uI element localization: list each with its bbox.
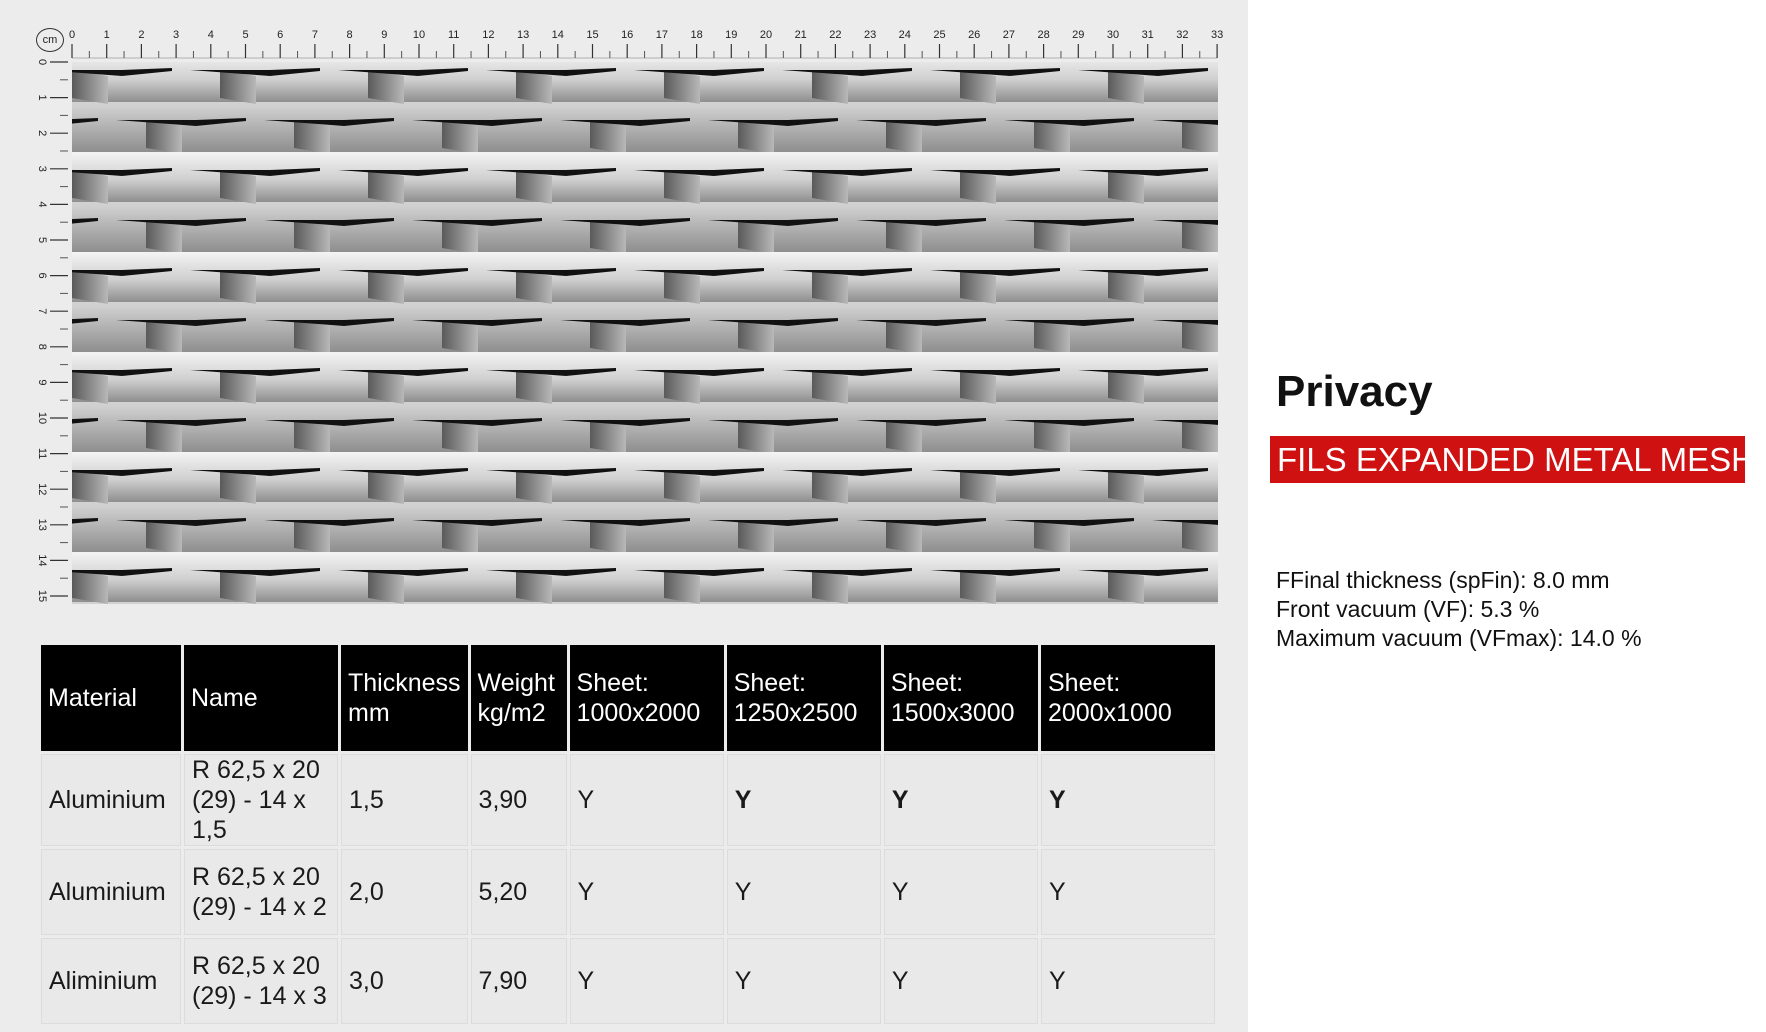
table-row <box>41 938 1215 1024</box>
ruler-top-label: 7 <box>311 29 318 41</box>
cell-thickness: 2,0 <box>341 849 468 935</box>
ruler-left-label: 14 <box>36 554 49 567</box>
cell-sheet-2000x1000: Y <box>1041 849 1215 935</box>
ruler-left-label: 15 <box>36 589 49 603</box>
ruler-top-label: 17 <box>655 29 669 41</box>
ruler-left-label: 12 <box>36 483 49 496</box>
col-header-sheet-1250x2500: Sheet: 1250x2500 <box>727 645 881 751</box>
col-header-sheet-1000x2000: Sheet: 1000x2000 <box>570 645 724 751</box>
ruler-top-label: 16 <box>621 29 634 41</box>
ruler-top-label: 27 <box>1002 29 1016 41</box>
cell-name: R 62,5 x 20 (29) - 14 x 1,5 <box>184 754 338 846</box>
cell-weight: 7,90 <box>471 938 567 1024</box>
ruler-top-label: 8 <box>346 29 353 41</box>
col-header-name: Name <box>184 645 338 751</box>
ruler-left-label: 1 <box>36 94 49 101</box>
ruler-top-label: 4 <box>207 29 214 41</box>
mesh-texture-image <box>72 62 1218 604</box>
ruler-left-label: 7 <box>36 308 49 315</box>
ruler-top-label: 33 <box>1210 29 1224 41</box>
ruler-top-label: 23 <box>863 29 877 41</box>
cell-sheet-1000x2000: Y <box>570 938 724 1024</box>
ruler-top-label: 24 <box>898 29 911 41</box>
ruler-top-label: 25 <box>933 29 946 41</box>
ruler-left-label: 9 <box>36 379 49 386</box>
table-row <box>41 849 1215 935</box>
ruler-left-label: 8 <box>36 343 49 350</box>
ruler-top-label: 14 <box>551 29 564 41</box>
ruler-top-label: 10 <box>412 29 426 41</box>
cell-sheet-1500x3000: Y <box>884 938 1038 1024</box>
ruler-left-label: 6 <box>36 272 49 279</box>
cell-sheet-1250x2500: Y <box>727 938 881 1024</box>
ruler-top-label: 26 <box>968 29 981 41</box>
ruler-left-label: 13 <box>36 518 49 531</box>
ruler-left <box>20 56 72 611</box>
ruler-top-label: 0 <box>68 29 76 41</box>
ruler-unit-badge: cm <box>36 28 64 52</box>
ruler-top-label: 12 <box>482 29 495 41</box>
product-specs <box>1276 566 1642 653</box>
cell-sheet-1000x2000: Y <box>570 754 724 846</box>
ruler-top-label: 22 <box>829 29 842 41</box>
ruler-top-label: 6 <box>277 29 284 41</box>
col-header-weight: Weight kg/m2 <box>471 645 567 751</box>
ruler-top <box>36 20 1228 60</box>
ruler-top-label: 20 <box>759 29 773 41</box>
cell-sheet-2000x1000: Y <box>1041 754 1215 846</box>
ruler-left-label: 4 <box>36 201 49 208</box>
col-header-sheet-1500x3000: Sheet: 1500x3000 <box>884 645 1038 751</box>
ruler-top-label: 19 <box>725 29 738 41</box>
cell-weight: 3,90 <box>471 754 567 846</box>
ruler-top-label: 30 <box>1106 29 1120 41</box>
cell-material: Aliminium <box>41 938 181 1024</box>
table-row <box>41 754 1215 846</box>
ruler-top-label: 9 <box>381 29 388 41</box>
cell-thickness: 1,5 <box>341 754 468 846</box>
ruler-top-label: 2 <box>138 29 145 41</box>
ruler-top-label: 13 <box>516 29 530 41</box>
ruler-left-label: 3 <box>36 165 49 172</box>
ruler-top-label: 1 <box>103 29 110 41</box>
cell-sheet-1000x2000: Y <box>570 849 724 935</box>
cell-thickness: 3,0 <box>341 938 468 1024</box>
cell-name: R 62,5 x 20 (29) - 14 x 2 <box>184 849 338 935</box>
specifications-table <box>38 642 1218 1027</box>
cell-sheet-1500x3000: Y <box>884 754 1038 846</box>
cell-sheet-2000x1000: Y <box>1041 938 1215 1024</box>
cell-material: Aluminium <box>41 754 181 846</box>
cell-weight: 5,20 <box>471 849 567 935</box>
ruler-top-label: 15 <box>586 29 599 41</box>
ruler-top-label: 18 <box>690 29 703 41</box>
spec-front-vacuum: Front vacuum (VF): 5.3 % <box>1276 596 1540 622</box>
cell-material: Aluminium <box>41 849 181 935</box>
ruler-top-label: 31 <box>1141 29 1154 41</box>
cell-sheet-1250x2500: Y <box>727 754 881 846</box>
table-header-row <box>41 645 1215 751</box>
product-title: Privacy <box>1276 367 1433 416</box>
col-header-sheet-2000x1000: Sheet: 2000x1000 <box>1041 645 1215 751</box>
ruler-left-label: 11 <box>36 447 49 460</box>
cell-sheet-1500x3000: Y <box>884 849 1038 935</box>
spec-maximum-vacuum: Maximum vacuum (VFmax): 14.0 % <box>1276 625 1642 651</box>
ruler-top-label: 28 <box>1037 29 1050 41</box>
ruler-left-label: 10 <box>36 411 49 425</box>
product-subtitle-banner: FILS EXPANDED METAL MESH <box>1270 436 1745 483</box>
ruler-left-label: 2 <box>36 130 49 137</box>
ruler-left-label: 5 <box>36 236 49 244</box>
col-header-material: Material <box>41 645 181 751</box>
col-header-thickness: Thickness mm <box>341 645 468 751</box>
spec-final-thickness: FFinal thickness (spFin): 8.0 mm <box>1276 567 1610 593</box>
ruler-top-label: 21 <box>794 29 807 41</box>
cell-name: R 62,5 x 20 (29) - 14 x 3 <box>184 938 338 1024</box>
ruler-top-label: 3 <box>173 29 180 41</box>
ruler-left-label: 0 <box>36 58 49 66</box>
cell-sheet-1250x2500: Y <box>727 849 881 935</box>
ruler-top-label: 32 <box>1176 29 1189 41</box>
ruler-top-label: 11 <box>447 29 460 41</box>
ruler-top-label: 5 <box>242 29 249 41</box>
ruler-top-label: 29 <box>1072 29 1085 41</box>
